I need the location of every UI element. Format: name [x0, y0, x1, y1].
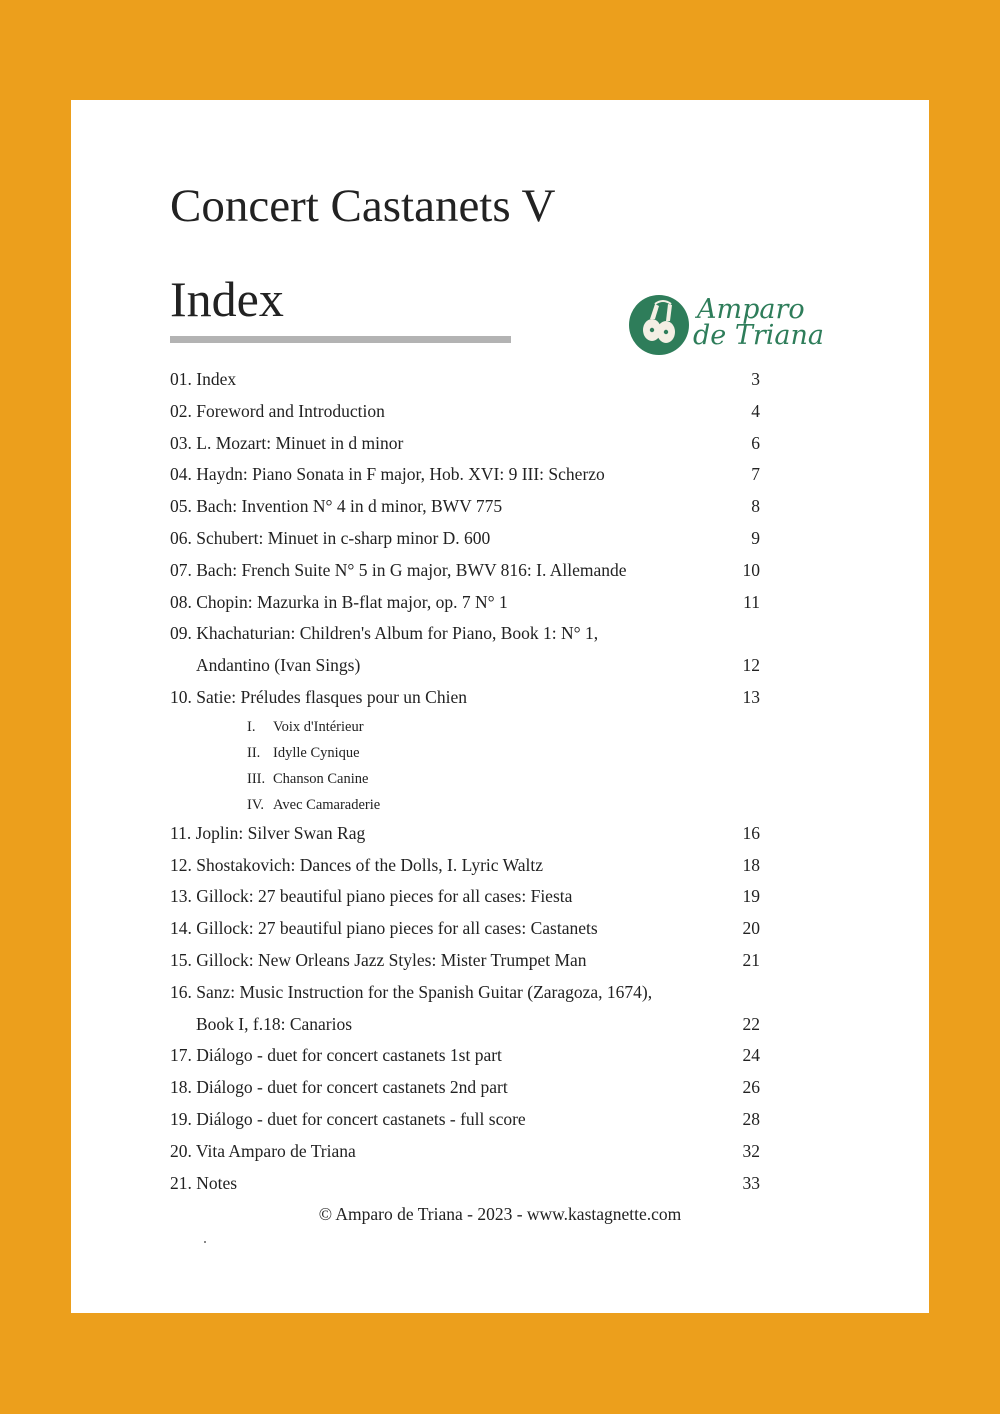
toc-entry-page: 19	[742, 886, 760, 907]
toc-subentry	[170, 714, 760, 740]
document-title: Concert Castanets V	[170, 180, 556, 232]
toc-subentry	[170, 740, 760, 766]
toc-entry-page: 4	[751, 400, 760, 421]
toc-subentry-title: Chanson Canine	[273, 770, 369, 787]
toc-entry-title: 21. Notes	[170, 1172, 238, 1193]
toc-entry-page: 20	[742, 918, 760, 939]
toc-entry-title: 02. Foreword and Introduction	[170, 400, 385, 421]
toc-entry-continuation-row	[170, 1009, 760, 1041]
toc-entry-title: 07. Bach: French Suite N° 5 in G major, BWV 816: I. Allemande	[170, 559, 627, 580]
toc-subentry-title: Avec Camaraderie	[273, 796, 381, 813]
heading-underline	[170, 336, 511, 343]
toc-entry-title: 13. Gillock: 27 beautiful piano pieces for all cases: Fiesta	[170, 886, 573, 907]
toc-entry-continuation: Andantino (Ivan Sings)	[196, 655, 361, 676]
toc-entry	[170, 1104, 760, 1136]
toc-subentry-number: IV.	[247, 796, 265, 813]
toc-entry-page: 26	[742, 1077, 760, 1098]
toc-entry-continuation: Book I, f.18: Canarios	[196, 1013, 353, 1034]
amparo-de-triana-logo	[628, 292, 824, 356]
toc-entry-title: 16. Sanz: Music Instruction for the Spanish Guitar (Zaragoza, 1674),	[170, 981, 653, 1002]
toc-entry-page: 33	[742, 1172, 760, 1193]
toc-entry-page: 16	[742, 822, 760, 843]
toc-entry-title: 11. Joplin: Silver Swan Rag	[170, 822, 366, 843]
toc-entry-title: 08. Chopin: Mazurka in B-flat major, op. 7 N° 1	[170, 591, 508, 612]
toc-entry-page: 11	[743, 591, 760, 612]
stray-dot	[204, 1241, 206, 1243]
toc-entry-title: 10. Satie: Préludes flasques pour un Chien	[170, 686, 467, 707]
toc-entry	[170, 364, 760, 396]
document-page	[71, 100, 929, 1313]
index-heading: Index	[170, 271, 284, 327]
toc-subentry	[170, 766, 760, 792]
toc-entry	[170, 1168, 760, 1200]
toc-entry-page: 32	[742, 1140, 760, 1161]
toc-entry	[170, 459, 760, 491]
toc-entry-title: 01. Index	[170, 369, 237, 389]
toc-entry	[170, 428, 760, 460]
toc-entry-page: 10	[742, 559, 760, 580]
toc-subentry	[170, 792, 760, 818]
toc-entry	[170, 491, 760, 523]
toc-entry	[170, 977, 760, 1009]
toc-entry	[170, 523, 760, 555]
toc-entry-title: 09. Khachaturian: Children's Album for Piano, Book 1: N° 1,	[170, 623, 599, 644]
toc-entry-page: 24	[742, 1045, 760, 1066]
logo-line-2: de Triana	[693, 320, 824, 351]
toc-entry-title: 06. Schubert: Minuet in c-sharp minor D. 600	[170, 527, 491, 548]
copyright-footer: © Amparo de Triana - 2023 - www.kastagnette.com	[318, 1204, 682, 1224]
toc-entry-page: 7	[751, 464, 760, 485]
toc-entry	[170, 682, 760, 714]
toc-entry	[170, 913, 760, 945]
toc-entry	[170, 818, 760, 850]
toc-entry-title: 04. Haydn: Piano Sonata in F major, Hob. XVI: 9 III: Scherzo	[170, 464, 605, 485]
logo-line-1: Amparo	[697, 294, 805, 325]
toc-entry	[170, 618, 760, 650]
toc-entry	[170, 850, 760, 882]
toc-subentry-number: I.	[247, 718, 256, 735]
toc-subentry-title: Idylle Cynique	[273, 744, 360, 761]
toc-entry	[170, 1072, 760, 1104]
toc-entry-page: 18	[742, 854, 760, 875]
toc-entry-page: 3	[751, 369, 760, 389]
toc-entry-page: 6	[751, 432, 760, 453]
toc-entry-title: 17. Diálogo - duet for concert castanets 1st part	[170, 1045, 502, 1066]
toc-entry-title: 03. L. Mozart: Minuet in d minor	[170, 432, 404, 453]
table-of-contents	[170, 364, 760, 1199]
toc-entry-page: 28	[742, 1108, 760, 1129]
toc-entry-page: 9	[751, 527, 760, 548]
toc-entry	[170, 587, 760, 619]
toc-entry-page: 13	[742, 686, 760, 707]
toc-entry-page: 8	[751, 496, 760, 517]
toc-entry-page: 21	[742, 949, 760, 970]
toc-subentry-number: III.	[247, 770, 266, 787]
castanets-logo-icon	[628, 294, 690, 356]
toc-entry-page: 12	[742, 655, 760, 676]
toc-entry-continuation-row	[170, 650, 760, 682]
toc-subentry-title: Voix d'Intérieur	[273, 718, 364, 735]
toc-entry-title: 19. Diálogo - duet for concert castanets - full score	[170, 1108, 526, 1129]
toc-entry	[170, 396, 760, 428]
toc-subentry-number: II.	[247, 744, 261, 761]
toc-entry-page: 22	[742, 1013, 760, 1034]
toc-entry-title: 05. Bach: Invention N° 4 in d minor, BWV 775	[170, 496, 503, 517]
toc-entry	[170, 1040, 760, 1072]
toc-entry-title: 12. Shostakovich: Dances of the Dolls, I. Lyric Waltz	[170, 854, 543, 875]
toc-entry-title: 18. Diálogo - duet for concert castanets 2nd part	[170, 1077, 508, 1098]
toc-entry-title: 20. Vita Amparo de Triana	[170, 1140, 356, 1161]
toc-entry	[170, 945, 760, 977]
toc-entry	[170, 1136, 760, 1168]
toc-entry-title: 15. Gillock: New Orleans Jazz Styles: Mister Trumpet Man	[170, 949, 587, 970]
toc-entry	[170, 555, 760, 587]
toc-entry-title: 14. Gillock: 27 beautiful piano pieces for all cases: Castanets	[170, 918, 598, 939]
toc-entry	[170, 881, 760, 913]
